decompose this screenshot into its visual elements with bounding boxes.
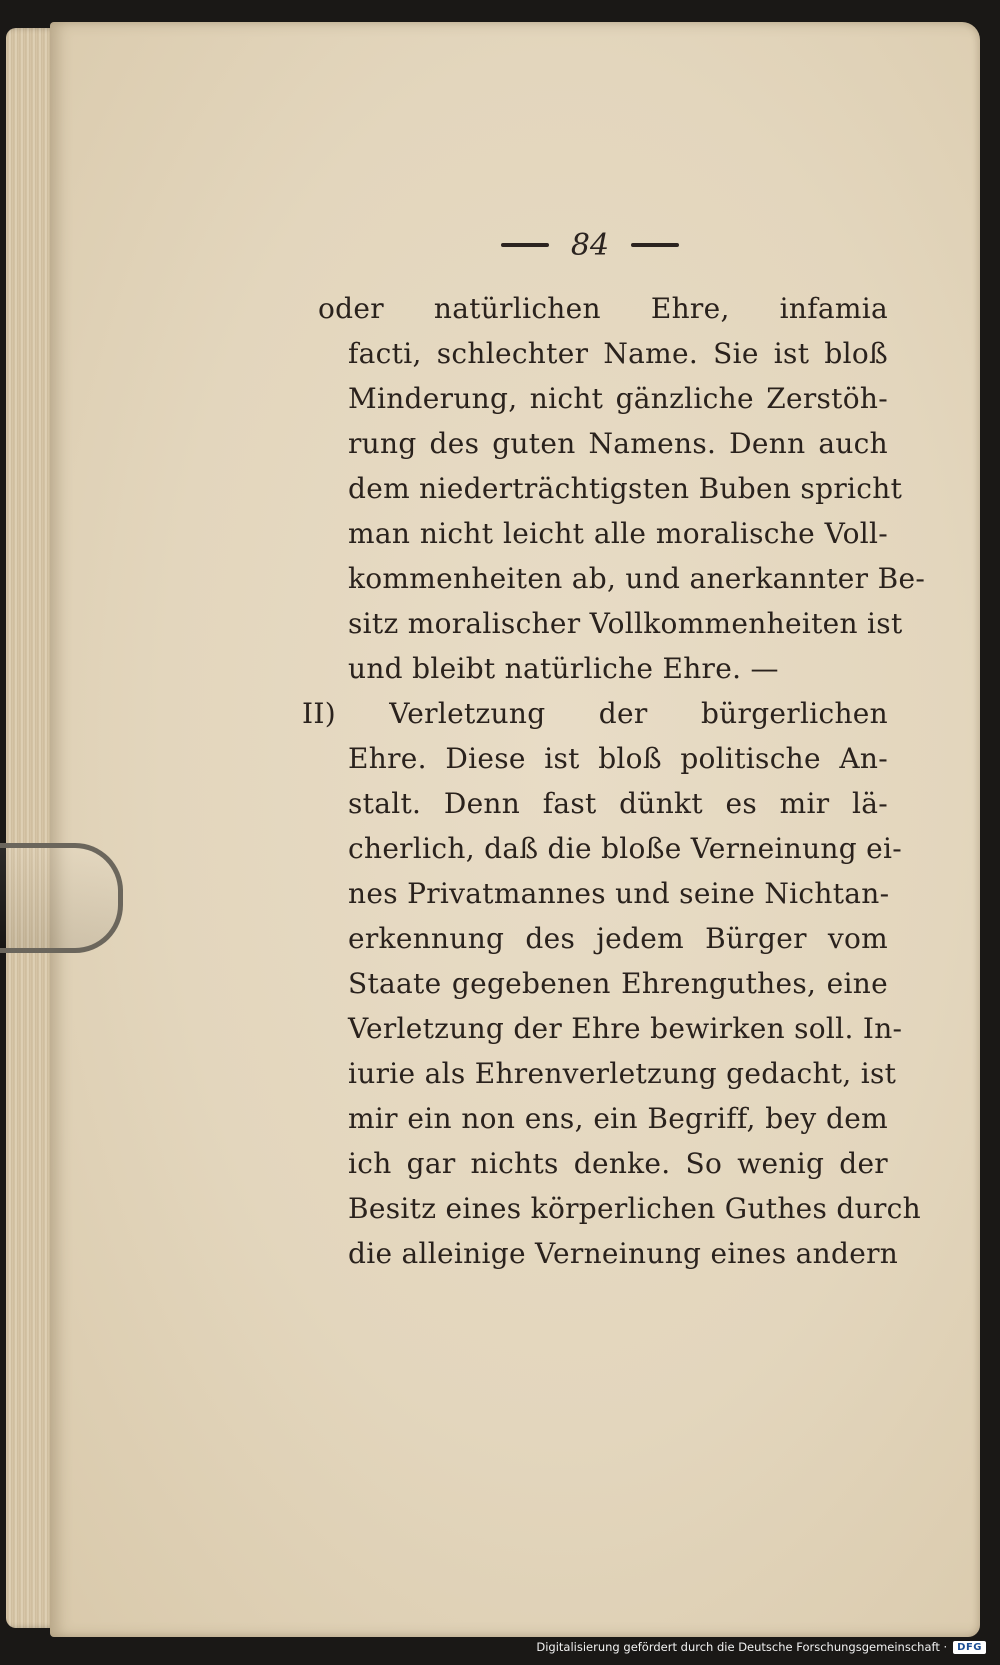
header-dash-left (501, 243, 549, 247)
text-line: Minderung, nicht gänzliche Zerstöh- (348, 382, 888, 415)
text-line: erkennung des jedem Bürger vom (348, 922, 888, 955)
digitization-credit (536, 1635, 986, 1659)
text-line: rung des guten Namens. Denn auch (348, 427, 888, 460)
text-line: sitz moralischer Vollkommenheiten ist (348, 607, 903, 640)
text-line: oder natürlichen Ehre, infamia (318, 292, 888, 325)
text-line: Ehre. Diese ist bloß politische An- (348, 742, 888, 775)
text-line: nes Privatmannes und seine Nichtan- (348, 877, 890, 910)
text-line: die alleinige Verneinung eines andern (348, 1237, 899, 1270)
text-line: II) Verletzung der bürgerlichen (302, 697, 888, 730)
text-line: iurie als Ehrenverletzung gedacht, ist (348, 1057, 897, 1090)
text-line: ich gar nichts denke. So wenig der (348, 1147, 888, 1180)
page-header (480, 220, 700, 270)
bookmark-clip (0, 843, 123, 953)
text-line: man nicht leicht alle moralische Voll- (348, 517, 888, 550)
text-line: stalt. Denn fast dünkt es mir lä- (348, 787, 888, 820)
text-line: mir ein non ens, ein Begriff, bey dem (348, 1102, 888, 1135)
text-line: und bleibt natürliche Ehre. — (348, 652, 779, 685)
dfg-logo: DFG (953, 1641, 986, 1654)
header-dash-right (631, 243, 679, 247)
text-line: Verletzung der Ehre bewirken soll. In- (348, 1012, 903, 1045)
text-line: cherlich, daß die bloße Verneinung ei- (348, 832, 903, 865)
text-line: Staate gegebenen Ehrenguthes, eine (348, 967, 888, 1000)
text-line: kommenheiten ab, und anerkannter Be- (348, 562, 926, 595)
text-line: Besitz eines körperlichen Guthes durch (348, 1192, 921, 1225)
text-line: facti, schlechter Name. Sie ist bloß (348, 337, 888, 370)
credit-text: Digitalisierung gefördert durch die Deutsche Forschungsgemeinschaft · (536, 1640, 948, 1654)
text-line: dem niederträchtigsten Buben spricht (348, 472, 903, 505)
page-number: 84 (570, 227, 610, 263)
body-text (302, 286, 926, 1276)
